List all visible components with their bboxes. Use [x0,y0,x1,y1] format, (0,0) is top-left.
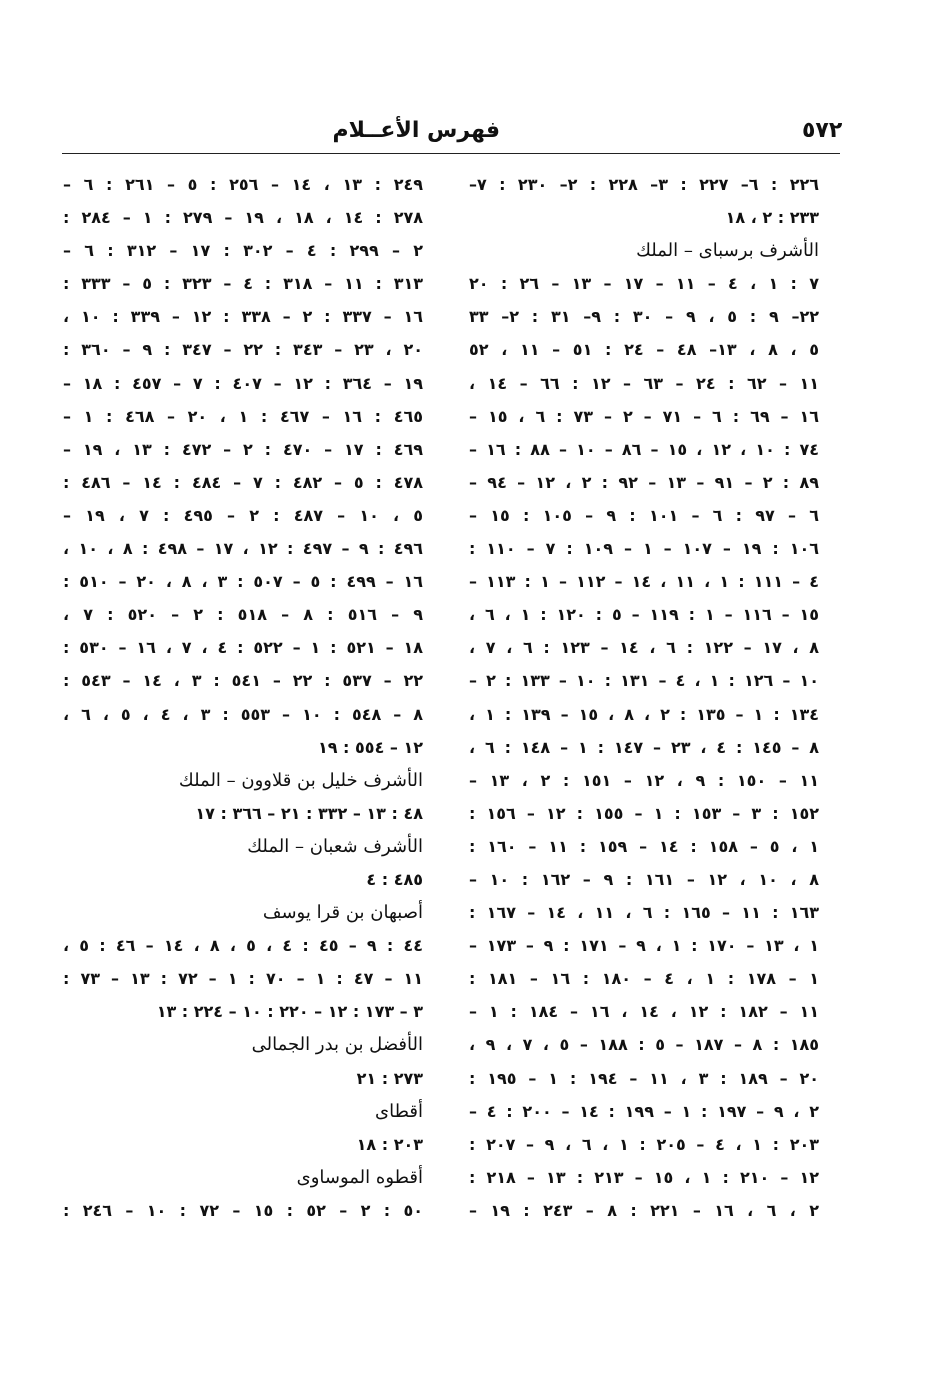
index-entry-refs: ٣ – ١٧٣ : ١٢ – ٢٢٠ : ١٠ – ٢٢٤ : ١٣ [156,1002,423,1022]
index-entry-refs: ٤٧٨ : ٥ – ٤٨٢ : ٧ – ٤٨٤ : ١٤ – ٤٨٦ : [63,472,423,492]
index-entry-refs: ٨ ، ١٠ ، ١٢ – ١٦١ : ٩ – ١٦٢ : ١٠ – [469,869,819,889]
index-entry-refs: ٤٩٦ : ٩ – ٤٩٧ : ١٢ ، ١٧ – ٤٩٨ : ٨ ، ١٠ ، [63,539,423,559]
index-entry-refs: ٢٠ ، ٢٣ – ٣٤٣ : ٢٢ – ٣٤٧ : ٩ – ٣٦٠ : [63,340,423,360]
index-entry-refs: ٨٩ : ٢ – ٩١ – ١٣ – ٩٢ : ٢ ، ١٢ – ٩٤ – [469,472,819,492]
index-entry-refs: ٣١٣ : ١١ – ٣١٨ : ٤ – ٣٢٣ : ٥ – ٣٣٣ : [63,274,423,294]
index-entry-refs: ٢٠٣ : ١ ، ٤ – ٢٠٥ : ١ ، ٦ ، ٩ – ٢٠٧ : [469,1134,819,1154]
index-entry-refs: ٤٨ : ١٣ – ٣٣٢ : ٢١ – ٣٦٦ : ١٧ [195,803,423,823]
index-entry-refs: ١٨ – ٥٢١ : ١ – ٥٢٢ : ٤ ، ٧ ، ١٦ – ٥٣٠ : [63,638,423,658]
index-entry-refs: ١ ، ١٣ – ١٧٠ : ١ ، ٩ – ١٧١ : ٩ – ١٧٣ – [469,936,819,956]
index-entry-name: أقطوه الموساوى [296,1166,423,1188]
index-entry-refs: ٢ ، ٦ ، ١٦ – ٢٢١ : ٨ – ٢٤٣ : ١٩ – [469,1200,819,1220]
index-entry-refs: ١٠٦ : ١٩ – ١٠٧ – ١ – ١٠٩ : ٧ – ١١٠ : [469,539,819,559]
page-header [60,112,843,152]
index-entry-refs: ٥ ، ٨ ، ١٣– ٤٨ – ٢٤ : ٥١ – ١١ ، ٥٢ [469,340,819,360]
index-entry-refs: ٧٤ : ١٠ ، ١٢ ، ١٥ – ٨٦ – ١٠ – ٨٨ : ١٦ – [469,439,819,459]
index-entry-refs: ١ ، ٥ – ١٥٨ : ١٤ – ١٥٩ : ١١ – ١٦٠ : [469,836,819,856]
index-entry-refs: ١٥٢ : ٣ – ١٥٣ : ١ – ١٥٥ : ١٢ – ١٥٦ : [469,803,819,823]
index-entry-refs: ٤٦٥ : ١٦ – ٤٦٧ : ١ ، ٢٠ – ٤٦٨ : ١ – [63,406,423,426]
index-entry-refs: ٢٢٦ : ٦– ٢٢٧ : ٣– ٢٢٨ : ٢– ٢٣٠ : ٧– [469,175,819,194]
index-entry-refs: ٨ – ٥٤٨ : ١٠ – ٥٥٣ : ٣ ، ٤ ، ٥ ، ٦ ، [63,704,423,724]
header-rule [62,153,840,154]
index-entry-refs: ٥ ، ١٠ – ٤٨٧ : ٢ – ٤٩٥ : ٧ ، ١٩ – [63,505,423,525]
index-entry-refs: ٢٢– ٩ : ٥ ، ٩ – ٣٠ : ٩– ٣١ : ٢– ٣٣ [469,307,819,327]
index-entry-refs: ١٢ – ٥٥٤ : ١٩ [317,737,423,757]
index-entry-refs: ٢٤٩ : ١٣ ، ١٤ – ٢٥٦ : ٥ – ٢٦١ : ٦ – [63,175,423,194]
index-entry-refs: ٢٢ – ٥٣٧ : ٢٢ – ٥٤١ : ٣ ، ١٤ – ٥٤٣ : [63,671,423,691]
index-entry-refs: ٢٧٣ : ٢١ [356,1068,423,1088]
index-entry-refs: ٢ – ٢٩٩ : ٤ – ٣٠٢ : ١٧ – ٣١٢ : ٦ – [63,241,423,261]
index-entry-refs: ٢٠٣ : ١٨ [356,1134,423,1154]
left-column [63,168,423,1227]
index-entry-name: أصبهان بن قرا يوسف [262,902,423,924]
index-entry-refs: ١١ – ١٥٠ : ٩ ، ١٢ – ١٥١ : ٢ ، ١٣ – [469,770,819,790]
index-entry-refs: ٦ – ٩٧ : ٦ – ١٠١ : ٩ – ١٠٥ : ١٥ – [469,505,819,525]
index-entry-refs: ١ – ١٧٨ : ١ ، ٤ – ١٨٠ : ١٦ – ١٨١ : [469,969,819,989]
index-entry-refs: ١٦٣ : ١١ – ١٦٥ : ٦ ، ١١ ، ١٤ – ١٦٧ : [469,903,819,923]
index-entry-refs: ١٢ – ٢١٠ : ١ ، ١٥ – ٢١٣ : ١٣ – ٢١٨ : [469,1167,819,1187]
index-entry-refs: ١١ – ٤٧ : ١ – ٧٠ : ١ – ٧٢ : ١٣ – ٧٣ : [63,969,423,989]
index-entry-refs: ٤٤ : ٩ – ٤٥ : ٤ ، ٥ ، ٨ ، ١٤ – ٤٦ : ٥ ، [63,936,423,956]
index-entry-refs: ٤ – ١١١ : ١ ، ١١ ، ١٤ – ١١٢ – ١ : ١١٣ – [469,572,819,592]
index-entry-refs: ٢ ، ٩ – ١٩٧ : ١ – ١٩٩ : ١٤ – ٢٠٠ : ٤ – [469,1101,819,1121]
index-entry-refs: ١٩ – ٣٦٤ : ١٢ – ٤٠٧ : ٧ – ٤٥٧ : ١٨ – [63,373,423,393]
index-entry-name: الأفضل بن بدر الجمالى [251,1034,423,1056]
index-entry-refs: ٢٠ – ١٨٩ : ٣ ، ١١ – ١٩٤ : ١ – ١٩٥ : [469,1068,819,1088]
index-entry-refs: ٧ : ١ ، ٤ – ١١ – ١٧ – ١٣ – ٢٦ : ٢٠ [469,274,819,294]
index-entry-refs: ٩ – ٥١٦ : ٨ – ٥١٨ : ٢ – ٥٢٠ : ٧ ، [63,605,423,625]
index-entry-refs: ٢٧٨ : ١٤ ، ١٨ ، ١٩ – ٢٧٩ : ١ – ٢٨٤ : [63,208,423,228]
index-entry-refs: ١٦ – ٤٩٩ : ٥ – ٥٠٧ : ٣ ، ٨ ، ٢٠ – ٥١٠ : [63,572,423,592]
index-entry-name: الأشرف برسباى – الملك [636,240,819,262]
index-entry-refs: ١١ – ٦٢ : ٢٤ – ٦٣ – ١٢ : ٦٦ – ١٤ ، [469,373,819,393]
index-entry-refs: ١٨٥ : ٨ – ١٨٧ – ٥ : ١٨٨ – ٥ ، ٧ ، ٩ ، [469,1035,819,1055]
right-column [469,168,819,1227]
index-entry-refs: ١٦ – ٦٩ : ٦ – ٧١ – ٢ – ٧٣ : ٦ ، ١٥ – [469,406,819,426]
index-entry-refs: ١٣٤ : ١ – ١٣٥ : ٢ ، ٨ ، ١٥ – ١٣٩ : ١ ، [469,704,819,724]
page-number: ٥٧٢ [802,118,843,143]
index-entry-refs: ٨ ، ١٧ – ١٢٢ : ٦ ، ١٤ – ١٢٣ : ٦ ، ٧ ، [469,638,819,658]
index-entry-refs: ٢٣٣ : ٢ ، ١٨ [725,208,819,228]
index-entry-refs: ٥٠ : ٢ – ٥٢ : ١٥ – ٧٢ : ١٠ – ٢٤٦ : [63,1200,423,1220]
index-entry-refs: ١٦ – ٣٣٧ : ٢ – ٣٣٨ : ١٢ – ٣٣٩ : ١٠ ، [63,307,423,327]
index-entry-refs: ٤٦٩ : ١٧ – ٤٧٠ : ٢ – ٤٧٢ : ١٣ ، ١٩ – [63,439,423,459]
page-title: فهرس الأعــلام [332,118,500,143]
index-entry-refs: ١٥ – ١١٦ – ١ : ١١٩ – ٥ : ١٢٠ : ١ ، ٦ ، [469,605,819,625]
index-entry-refs: ٤٨٥ : ٤ [366,869,423,889]
index-entry-name: الأشرف شعبان – الملك [247,835,423,857]
index-entry-name: أقطاى [375,1100,423,1122]
index-entry-refs: ١١ – ١٨٢ : ١٢ ، ١٤ ، ١٦ – ١٨٤ : ١ – [469,1002,819,1022]
index-entry-name: الأشرف خليل بن قلاوون – الملك [178,769,423,791]
index-entry-refs: ٨ – ١٤٥ : ٤ ، ٢٣ – ١٤٧ : ١ – ١٤٨ : ٦ ، [469,737,819,757]
index-entry-refs: ١٠ – ١٢٦ : ١ ، ٤ – ١٣١ : ١٠ – ١٣٣ : ٢ – [469,671,819,691]
